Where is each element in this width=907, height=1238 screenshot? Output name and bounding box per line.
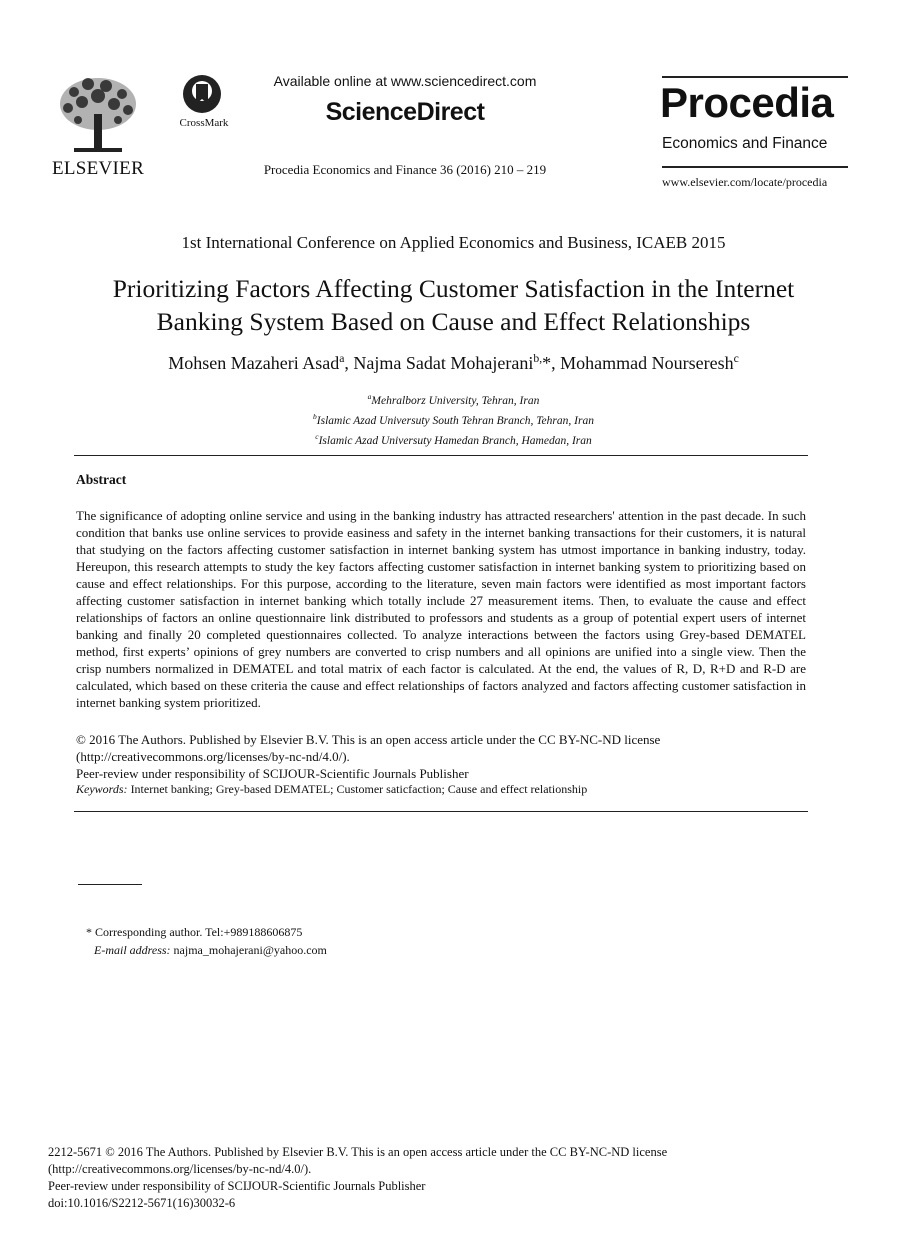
- author-list: [60, 352, 847, 374]
- abstract-body: The significance of adopting online service and using in the banking industry has attracted researchers' attention in the past decade. In such condition that banks use online services to provide easiness and safety in the internet banking transactions for their customers, it is natural that studying on the factors affecting customer satisfaction in internet banking system has utmost importance in banking industry, today. Hereupon, this research attempts to study the key factors affecting customer satisfaction in internet banking system to prioritizing based on cause and effect relationships. For this purpose, according to the literature, seven main factors were identified as most important factors affecting customer satisfaction in internet banking which totally include 27 measurement items. Then, to evaluate the cause and effect relationships of factors an online questionnaire link distributed to professors and students as a group of potential expert users of internet banking and finally 20 completed questionnaires collected. To analyze interactions between the factors using Grey-based DEMATEL method, first experts’ opinions of grey numbers are converted to crisp numbers and all opinions are unified into a single view. Then the crisp numbers normalized in DEMATEL and total matrix of each factor is calculated. At the end, the values of R, D, R+D and R-D are calculated, which based on these criteria the cause and effect relationships of factors analyzed and factors affecting customer satisfaction in internet banking system prioritized.: [76, 508, 806, 710]
- abstract-top-divider: [74, 455, 808, 456]
- email-label: E-mail address:: [94, 943, 171, 957]
- elsevier-wordmark: ELSEVIER: [51, 158, 145, 179]
- footer-peer-review: Peer-review under responsibility of SCIJOUR-Scientific Journals Publisher: [48, 1179, 426, 1193]
- abstract-bottom-divider: [74, 811, 808, 812]
- paper-title-line-1: Prioritizing Factors Affecting Customer Satisfaction in the Internet: [112, 274, 795, 303]
- author-name: Mohammad Nourseresh: [560, 353, 734, 373]
- affiliation-text: Islamic Azad Universuty South Tehran Branch, Tehran, Iran: [316, 414, 594, 427]
- procedia-bottom-rule: [662, 166, 848, 168]
- email-line: [86, 941, 586, 959]
- procedia-top-rule: [662, 76, 848, 78]
- paper-title-line-2: Banking System Based on Cause and Effect Relationships: [156, 307, 751, 336]
- affiliation-mark: a: [367, 392, 372, 401]
- author-affiliation-mark: c: [733, 352, 739, 365]
- author-separator: ,: [551, 353, 561, 373]
- footnote-divider: [78, 884, 142, 885]
- paper-title: [60, 272, 847, 338]
- affiliation-item: [60, 389, 847, 409]
- footer-license-link[interactable]: (http://creativecommons.org/licenses/by-nc-nd/4.0/).: [48, 1162, 312, 1176]
- affiliation-text: Mehralborz University, Tehran, Iran: [371, 394, 540, 407]
- author-affiliation-mark: a: [339, 352, 345, 365]
- procedia-subtitle: Economics and Finance: [662, 135, 828, 152]
- elsevier-tree-icon: [54, 74, 142, 156]
- journal-reference: Procedia Economics and Finance 36 (2016) 210 – 219: [263, 162, 547, 177]
- procedia-url-link[interactable]: www.elsevier.com/locate/procedia: [662, 175, 828, 189]
- elsevier-logo: [50, 74, 146, 180]
- keywords-label: Keywords:: [76, 782, 128, 796]
- affiliation-mark: c: [315, 431, 319, 441]
- license-block: [76, 731, 806, 782]
- footnote: [86, 923, 586, 959]
- affiliation-text: Islamic Azad Universuty Hamedan Branch, Hamedan, Iran: [318, 434, 592, 447]
- affiliation-mark: b: [313, 411, 317, 421]
- footer-issn-line: 2212-5671 © 2016 The Authors. Published by Elsevier B.V. This is an open access article under the CC BY-NC-ND license: [48, 1145, 668, 1159]
- sciencedirect-wordmark: ScienceDirect: [325, 98, 485, 126]
- procedia-title: Procedia: [660, 79, 834, 126]
- copyright-line: © 2016 The Authors. Published by Elsevier B.V. This is an open access article under the CC BY-NC-ND license: [76, 732, 661, 747]
- crossmark-label: CrossMark: [179, 117, 229, 129]
- page-footer: [48, 1144, 828, 1212]
- footer-doi[interactable]: doi:10.1016/S2212-5671(16)30032-6: [48, 1196, 236, 1210]
- corresponding-author-note: * Corresponding author. Tel:+989188606875: [86, 925, 303, 939]
- email-address[interactable]: najma_mohajerani@yahoo.com: [170, 943, 327, 957]
- crossmark-icon: [182, 74, 222, 114]
- author-separator: ,: [344, 353, 354, 373]
- keywords-list: Internet banking; Grey-based DEMATEL; Customer saticfaction; Cause and effect relationship: [127, 782, 588, 796]
- abstract-heading: Abstract: [76, 472, 127, 487]
- license-link[interactable]: (http://creativecommons.org/licenses/by-nc-nd/4.0/).: [76, 749, 350, 764]
- affiliation-list: [60, 389, 847, 448]
- author-name: Najma Sadat Mohajerani: [353, 353, 534, 373]
- author-affiliation-mark: b,: [533, 352, 543, 365]
- peer-review-line: Peer-review under responsibility of SCIJOUR-Scientific Journals Publisher: [76, 766, 469, 781]
- affiliation-item: [60, 429, 847, 449]
- available-online-text: Available online at www.sciencedirect.com: [273, 73, 537, 89]
- affiliation-item: [60, 409, 847, 429]
- crossmark-badge[interactable]: [174, 74, 234, 134]
- author-name: Mohsen Mazaheri Asad: [168, 353, 340, 373]
- keywords-line: [76, 781, 806, 797]
- conference-name: 1st International Conference on Applied Economics and Business, ICAEB 2015: [181, 233, 726, 252]
- corresponding-author-mark: *: [542, 353, 552, 373]
